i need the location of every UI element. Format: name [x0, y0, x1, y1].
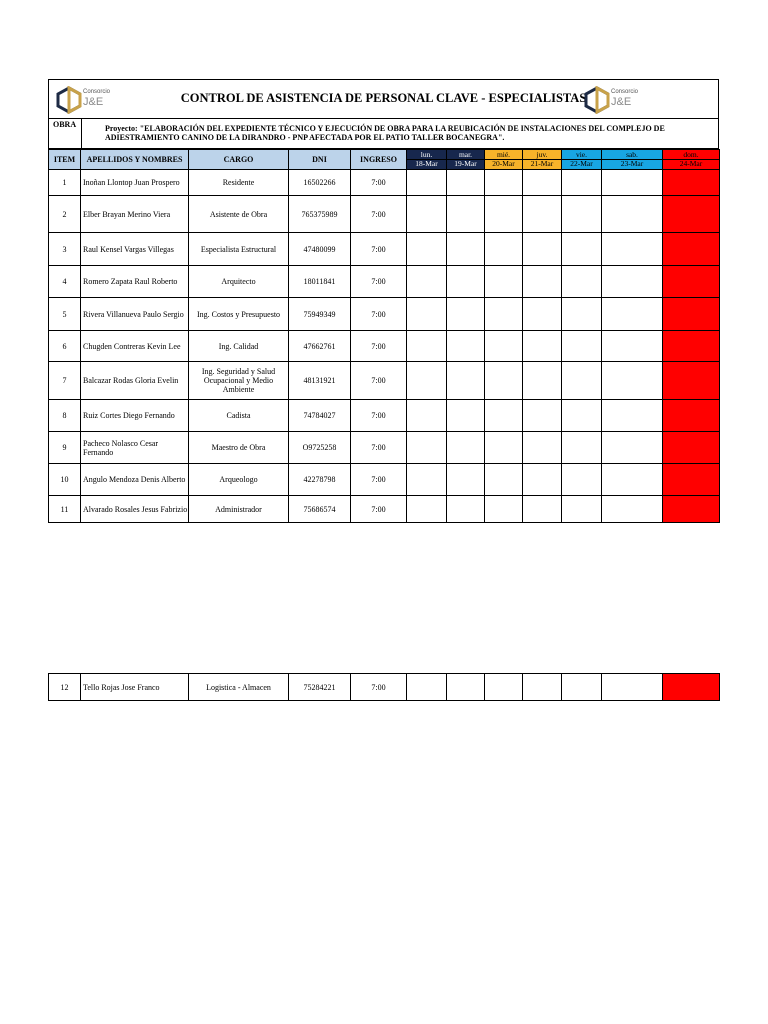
day-name: lun. [420, 150, 433, 159]
logo-big-text: J&E [611, 96, 632, 108]
attendance-cell[interactable] [485, 496, 523, 523]
day-date: 22-Mar [562, 159, 601, 168]
attendance-cell[interactable] [407, 331, 447, 362]
item-cell: 12 [49, 674, 81, 701]
table-row [49, 400, 720, 432]
attendance-cell[interactable] [407, 266, 447, 298]
attendance-cell[interactable] [562, 674, 602, 701]
name-cell: Alvarado Rosales Jesus Fabrizio [81, 496, 189, 523]
attendance-cell[interactable] [663, 298, 720, 331]
day-date: 19-Mar [447, 159, 484, 168]
attendance-cell[interactable] [663, 400, 720, 432]
dni-cell: 74784027 [289, 400, 351, 432]
table-body-continued [49, 674, 720, 701]
cargo-cell: Ing. Costos y Presupuesto [189, 298, 289, 331]
ingreso-cell: 7:00 [351, 432, 407, 464]
proyecto-text [105, 124, 705, 142]
name-cell: Rivera Villanueva Paulo Sergio [81, 298, 189, 331]
attendance-cell[interactable] [447, 298, 485, 331]
ingreso-cell: 7:00 [351, 298, 407, 331]
attendance-cell[interactable] [407, 233, 447, 266]
table-row [49, 331, 720, 362]
cargo-cell: Arqueologo [189, 464, 289, 496]
attendance-cell[interactable] [663, 196, 720, 233]
attendance-cell[interactable] [407, 432, 447, 464]
attendance-cell[interactable] [602, 331, 663, 362]
attendance-cell[interactable] [663, 464, 720, 496]
dni-cell: 18011841 [289, 266, 351, 298]
attendance-cell[interactable] [523, 170, 562, 196]
dni-cell: 75949349 [289, 298, 351, 331]
day-header-2 [485, 150, 523, 170]
day-name: vie. [575, 150, 588, 159]
attendance-cell[interactable] [523, 464, 562, 496]
attendance-cell[interactable] [447, 362, 485, 400]
cargo-cell: Administrador [189, 496, 289, 523]
attendance-cell[interactable] [602, 298, 663, 331]
attendance-cell[interactable] [447, 266, 485, 298]
attendance-cell[interactable] [663, 331, 720, 362]
item-cell: 8 [49, 400, 81, 432]
cargo-cell: Ing. Calidad [189, 331, 289, 362]
attendance-cell[interactable] [602, 170, 663, 196]
attendance-cell[interactable] [485, 266, 523, 298]
day-date: 18-Mar [407, 159, 446, 168]
attendance-cell[interactable] [407, 496, 447, 523]
attendance-cell[interactable] [562, 331, 602, 362]
item-cell: 3 [49, 233, 81, 266]
attendance-cell[interactable] [447, 464, 485, 496]
ingreso-cell: 7:00 [351, 233, 407, 266]
proyecto-line-2: ADIESTRAMIENTO CANINO DE LA DIRANDRO - PNP AFECTADA POR EL PATIO TALLER BOCANEGRA". [105, 133, 505, 142]
day-date: 24-Mar [663, 159, 719, 168]
attendance-cell[interactable] [602, 496, 663, 523]
hexagon-logo-icon [584, 86, 610, 114]
attendance-cell[interactable] [523, 196, 562, 233]
attendance-cell[interactable] [562, 464, 602, 496]
day-header-0 [407, 150, 447, 170]
day-date: 23-Mar [602, 159, 662, 168]
dni-cell: 47480099 [289, 233, 351, 266]
attendance-cell[interactable] [485, 464, 523, 496]
name-cell: Romero Zapata Raul Roberto [81, 266, 189, 298]
day-header-3 [523, 150, 562, 170]
logo-small-text: Consorcio [611, 89, 639, 95]
day-name: sab. [626, 150, 638, 159]
ingreso-cell: 7:00 [351, 496, 407, 523]
dni-cell: 75686574 [289, 496, 351, 523]
ingreso-cell: 7:00 [351, 331, 407, 362]
dni-cell: O9725258 [289, 432, 351, 464]
obra-row [48, 119, 719, 149]
item-cell: 1 [49, 170, 81, 196]
item-cell: 6 [49, 331, 81, 362]
attendance-cell[interactable] [562, 362, 602, 400]
attendance-cell[interactable] [523, 233, 562, 266]
day-header-6 [663, 150, 720, 170]
table-body [49, 170, 720, 523]
attendance-cell[interactable] [663, 266, 720, 298]
table-row [49, 233, 720, 266]
name-cell: Pacheco Nolasco Cesar Fernando [81, 432, 189, 464]
cargo-cell: Cadista [189, 400, 289, 432]
ingreso-cell: 7:00 [351, 674, 407, 701]
attendance-cell[interactable] [485, 298, 523, 331]
cargo-cell: Especialista Estructural [189, 233, 289, 266]
attendance-cell[interactable] [447, 331, 485, 362]
attendance-table-continued [48, 673, 720, 701]
attendance-cell[interactable] [447, 432, 485, 464]
table-row [49, 674, 720, 701]
obra-divider [81, 119, 82, 148]
ingreso-cell: 7:00 [351, 170, 407, 196]
item-cell: 9 [49, 432, 81, 464]
name-cell: Raul Kensel Vargas Villegas [81, 233, 189, 266]
attendance-cell[interactable] [407, 674, 447, 701]
table-row [49, 298, 720, 331]
attendance-cell[interactable] [523, 496, 562, 523]
attendance-cell[interactable] [602, 233, 663, 266]
attendance-cell[interactable] [602, 674, 663, 701]
attendance-cell[interactable] [407, 464, 447, 496]
name-cell: Chugden Contreras Kevin Lee [81, 331, 189, 362]
attendance-cell[interactable] [562, 196, 602, 233]
cargo-cell: Maestro de Obra [189, 432, 289, 464]
item-cell: 11 [49, 496, 81, 523]
attendance-cell[interactable] [562, 233, 602, 266]
dni-cell: 47662761 [289, 331, 351, 362]
attendance-cell[interactable] [523, 266, 562, 298]
attendance-cell[interactable] [485, 196, 523, 233]
col-header-ingreso: INGRESO [351, 150, 407, 170]
attendance-cell[interactable] [407, 196, 447, 233]
attendance-cell[interactable] [485, 170, 523, 196]
attendance-cell[interactable] [407, 298, 447, 331]
table-header-row [49, 150, 720, 170]
item-cell: 7 [49, 362, 81, 400]
company-logo-right [584, 86, 644, 114]
ingreso-cell: 7:00 [351, 400, 407, 432]
item-cell: 5 [49, 298, 81, 331]
attendance-cell[interactable] [663, 170, 720, 196]
ingreso-cell: 7:00 [351, 362, 407, 400]
attendance-cell[interactable] [447, 170, 485, 196]
attendance-cell[interactable] [562, 298, 602, 331]
table-row [49, 464, 720, 496]
ingreso-cell: 7:00 [351, 464, 407, 496]
obra-label: OBRA [53, 120, 77, 129]
attendance-cell[interactable] [562, 266, 602, 298]
dni-cell: 42278798 [289, 464, 351, 496]
attendance-cell[interactable] [562, 496, 602, 523]
sheet-title: CONTROL DE ASISTENCIA DE PERSONAL CLAVE - ESPECIALISTAS [180, 91, 587, 105]
attendance-cell[interactable] [447, 496, 485, 523]
dni-cell: 48131921 [289, 362, 351, 400]
attendance-table [48, 149, 720, 523]
name-cell: Angulo Mendoza Denis Alberto [81, 464, 189, 496]
cargo-cell: Logistica - Almacen [189, 674, 289, 701]
attendance-cell[interactable] [602, 432, 663, 464]
day-name: mié. [496, 150, 511, 159]
col-header-item: ITEM [49, 150, 81, 170]
item-cell: 10 [49, 464, 81, 496]
name-cell: Inoñan Llontop Juan Prospero [81, 170, 189, 196]
day-name: dom. [683, 150, 699, 159]
attendance-cell[interactable] [602, 266, 663, 298]
name-cell: Elber Brayan Merino Viera [81, 196, 189, 233]
attendance-cell[interactable] [485, 674, 523, 701]
dni-cell: 75284221 [289, 674, 351, 701]
name-cell: Balcazar Rodas Gloria Evelin [81, 362, 189, 400]
attendance-cell[interactable] [447, 400, 485, 432]
table-row [49, 170, 720, 196]
sheet-header [48, 79, 719, 119]
attendance-cell[interactable] [663, 674, 720, 701]
cargo-cell: Residente [189, 170, 289, 196]
day-date: 20-Mar [485, 159, 522, 168]
attendance-cell[interactable] [407, 170, 447, 196]
name-cell: Tello Rojas Jose Franco [81, 674, 189, 701]
col-header-cargo: CARGO [189, 150, 289, 170]
attendance-cell[interactable] [485, 233, 523, 266]
attendance-cell[interactable] [562, 400, 602, 432]
attendance-cell[interactable] [523, 298, 562, 331]
day-header-1 [447, 150, 485, 170]
table-row [49, 196, 720, 233]
logo-big-text: J&E [83, 96, 104, 108]
attendance-cell[interactable] [523, 674, 562, 701]
attendance-cell[interactable] [562, 432, 602, 464]
attendance-cell[interactable] [447, 233, 485, 266]
dni-cell: 16502266 [289, 170, 351, 196]
attendance-cell[interactable] [485, 362, 523, 400]
cargo-cell: Ing. Seguridad y Salud Ocupacional y Medio Ambiente [189, 362, 289, 400]
attendance-cell[interactable] [407, 362, 447, 400]
item-cell: 2 [49, 196, 81, 233]
attendance-cell[interactable] [523, 400, 562, 432]
attendance-cell[interactable] [602, 196, 663, 233]
attendance-cell[interactable] [602, 464, 663, 496]
attendance-cell[interactable] [562, 170, 602, 196]
attendance-cell[interactable] [602, 400, 663, 432]
day-name: mar. [458, 150, 473, 159]
col-header-nombres: APELLIDOS Y NOMBRES [81, 150, 189, 170]
day-header-5 [602, 150, 663, 170]
attendance-cell[interactable] [485, 331, 523, 362]
table-row [49, 266, 720, 298]
attendance-cell[interactable] [663, 432, 720, 464]
attendance-cell[interactable] [663, 362, 720, 400]
attendance-cell[interactable] [447, 196, 485, 233]
attendance-cell[interactable] [663, 496, 720, 523]
dni-cell: 765375989 [289, 196, 351, 233]
attendance-cell[interactable] [485, 400, 523, 432]
ingreso-cell: 7:00 [351, 196, 407, 233]
attendance-sheet [48, 79, 719, 523]
table-row [49, 432, 720, 464]
attendance-cell[interactable] [602, 362, 663, 400]
col-header-dni: DNI [289, 150, 351, 170]
attendance-cell[interactable] [663, 233, 720, 266]
day-header-4 [562, 150, 602, 170]
table-row [49, 362, 720, 400]
name-cell: Ruiz Cortes Diego Fernando [81, 400, 189, 432]
attendance-cell[interactable] [523, 362, 562, 400]
ingreso-cell: 7:00 [351, 266, 407, 298]
item-cell: 4 [49, 266, 81, 298]
cargo-cell: Asistente de Obra [189, 196, 289, 233]
attendance-cell[interactable] [485, 432, 523, 464]
attendance-cell[interactable] [523, 331, 562, 362]
attendance-cell[interactable] [447, 674, 485, 701]
day-name: juv. [536, 150, 548, 159]
table-row [49, 496, 720, 523]
day-date: 21-Mar [523, 159, 561, 168]
attendance-cell[interactable] [523, 432, 562, 464]
attendance-cell[interactable] [407, 400, 447, 432]
proyecto-line-1: Proyecto: "ELABORACIÓN DEL EXPEDIENTE TÉCNICO Y EJECUCIÓN DE OBRA PARA LA REUBICACIÓN DE INSTALACIONES DEL COMPLEJO DE [105, 124, 665, 133]
cargo-cell: Arquitecto [189, 266, 289, 298]
logo-small-text: Consorcio [83, 89, 111, 95]
